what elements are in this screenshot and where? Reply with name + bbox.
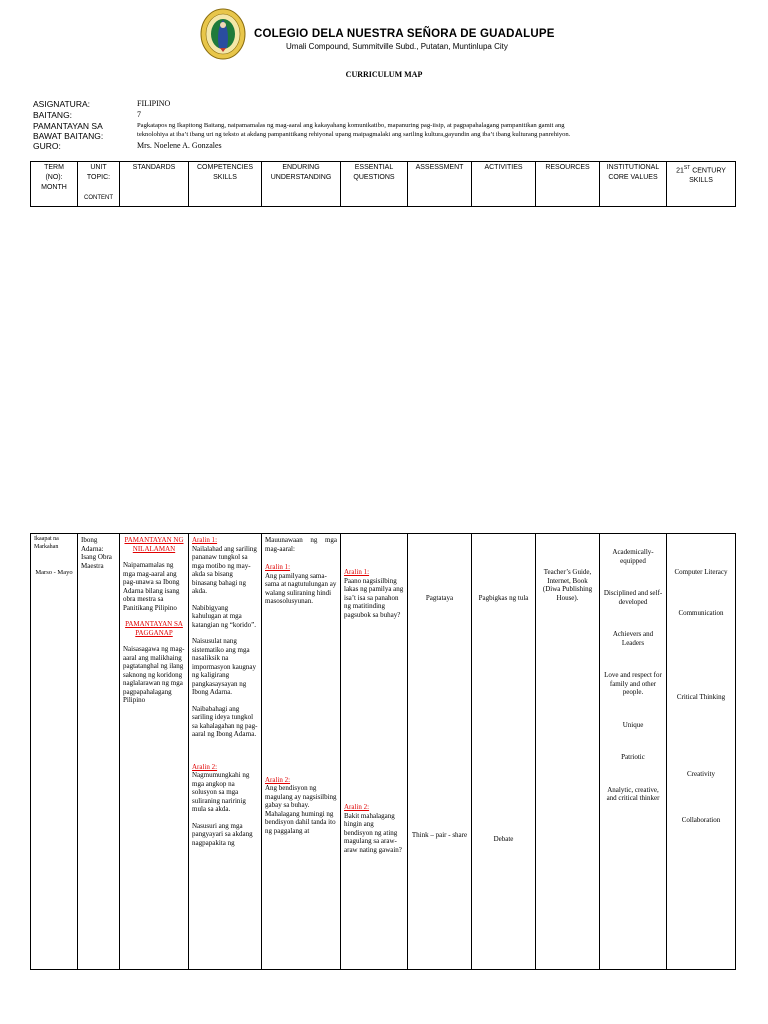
column-header-competencies — [189, 162, 262, 207]
essential-question-1: Paano nagsisilbing lakas ng pamilya ang isa’t isa sa panahon ng matitinding pagsubok sa buhay? — [344, 576, 404, 619]
grade-label: BAITANG: — [33, 110, 73, 120]
competencies-aralin2-label: Aralin 2: — [192, 762, 218, 771]
core-value-6: Patriotic — [621, 753, 645, 761]
column-header-institutional — [600, 162, 667, 207]
column-header-unit — [78, 162, 120, 207]
column-header-resources: RESOURCES — [536, 162, 600, 207]
standard-label-line2: BAWAT BAITANG: — [33, 131, 104, 141]
core-value-2: Disciplined and self-developed — [603, 589, 663, 606]
teacher-value: Mrs. Noelene A. Gonzales — [137, 141, 222, 150]
teacher-label: GURO: — [33, 141, 61, 151]
column-header-enduring-line1: ENDURING — [282, 164, 320, 171]
competency-1a: Nailalahad ang sariling pananaw tungkol sa mga motibo ng may-akda sa bisang binasang bahagi ng akda. — [192, 544, 257, 595]
column-header-unit-line3: CONTENT — [84, 195, 113, 201]
term-months: Marso - Mayo — [35, 569, 73, 576]
column-header-21st-century-line2: SKILLS — [689, 177, 713, 185]
century-superscript: ST — [683, 165, 691, 171]
column-header-essential-line2: QUESTIONS — [353, 174, 395, 181]
resources-text: Teacher’s Guide, Internet, Book (Diwa Publishing House). — [542, 568, 593, 602]
enduring-2a: Ang bendisyon ng magulang ay nagsisilbing gabay sa buhay. — [265, 784, 337, 809]
core-value-4: Love and respect for family and other people. — [604, 671, 662, 696]
performance-standard-heading: PAMANTAYAN SA PAGGANAP — [125, 620, 183, 637]
activity-1: Pagbigkas ng tula — [478, 594, 529, 602]
column-header-table — [30, 161, 736, 207]
column-header-unit-line1: UNIT — [90, 164, 107, 171]
competency-1b: Nabibigyang kahulugan at mga katangian ng “korido”. — [192, 603, 256, 629]
column-header-institutional-line1: INSTITUTIONAL — [606, 164, 660, 171]
column-header-term-line2: (NO): — [45, 174, 63, 181]
column-header-enduring — [262, 162, 341, 207]
skill-4: Creativity — [687, 769, 715, 778]
competencies-cell — [189, 534, 262, 970]
essential-questions-cell — [341, 534, 408, 970]
column-header-unit-line2: TOPIC: — [86, 174, 111, 181]
grade-value: 7 — [137, 110, 141, 119]
unit-topic: Ibong Adarna: Isang Obra Maestra — [81, 536, 112, 570]
enduring-aralin1-label: Aralin 1: — [265, 563, 291, 571]
content-standard-heading: PAMANTAYAN NG NILALAMAN — [124, 536, 184, 553]
subject-value: FILIPINO — [137, 99, 171, 108]
eq-aralin2-label: Aralin 2: — [344, 803, 370, 811]
activity-2: Debate — [493, 834, 514, 843]
competency-1c: Naisusulat nang sistematiko ang mga nasaliksik na impormasyon kaugnay ng kaligirang pangkasaysayan ng Ibong Adarna. — [192, 637, 256, 696]
century-skills-cell — [667, 534, 736, 970]
core-value-3: Achievers and Leaders — [612, 630, 654, 647]
skill-5: Collaboration — [681, 816, 721, 824]
resources-cell — [536, 534, 600, 970]
skill-2: Communication — [678, 608, 724, 617]
unit-cell — [78, 534, 120, 970]
enduring-1: Ang pamilyang sama-sama at nagtutulungan ay walang suliraning hindi masosolusyunan. — [265, 571, 337, 605]
core-value-7: Analytic, creative, and critical thinker — [606, 785, 660, 802]
performance-standard-text: Naisasagawa ng mag-aaral ang malikhaing pagtatanghal ng ilang saknong ng koridong naglalarawan ng mga pagpapahalagang Pilipino — [123, 645, 185, 704]
century-word: CENTURY — [690, 167, 726, 175]
competency-1d: Naibabahagi ang sariling ideya tungkol sa kahalagahan ng pag-aaral ng Ibong Adarna. — [192, 704, 258, 738]
column-header-standards: STANDARDS — [120, 162, 189, 207]
document-title: CURRICULUM MAP — [345, 70, 423, 79]
curriculum-row-table — [30, 533, 736, 970]
column-header-essential — [341, 162, 408, 207]
term-cell — [31, 534, 78, 970]
school-address: Umali Compound, Summitville Subd., Putatan, Muntinlupa City — [286, 42, 508, 51]
column-header-activities: ACTIVITIES — [472, 162, 536, 207]
assessment-1: Pagtataya — [425, 594, 454, 602]
column-header-assessment: ASSESSMENT — [408, 162, 472, 207]
school-seal-logo — [200, 8, 246, 60]
eq-aralin1-label: Aralin 1: — [344, 568, 370, 576]
standard-value-line1: Pagkatapos ng Ikapitong Baitang, naipamamalas ng mag-aaral ang kakayahang komunikatibo, mapanuring pag-iisip, at pagpapahalagang pampanitikan gamit ang — [137, 122, 565, 129]
content-standard-text: Naipamamalas ng mga mag-aaral ang pag-unawa sa Ibong Adarna bilang isang obra mestra sa Panitikang Pilipino — [123, 561, 180, 612]
core-value-5: Unique — [622, 720, 644, 729]
column-header-institutional-line2: CORE VALUES — [608, 174, 658, 181]
standard-label-line1: PAMANTAYAN SA — [33, 121, 103, 131]
competencies-aralin1-label: Aralin 1: — [192, 536, 218, 544]
assessment-2: Think – pair - share — [411, 830, 468, 839]
column-header-term — [31, 162, 78, 207]
school-name: COLEGIO DELA NUESTRA SEÑORA DE GUADALUPE — [254, 28, 555, 40]
column-header-competencies-line1: COMPETENCIES — [196, 164, 253, 171]
standards-cell — [120, 534, 189, 970]
competency-2a: Nagmumungkahi ng mga angkop na solusyon sa mga suliraning naririnig mula sa akda. — [192, 771, 250, 813]
skill-3: Critical Thinking — [676, 693, 726, 701]
subject-label: ASIGNATURA: — [33, 99, 90, 109]
column-header-essential-line1: ESSENTIAL — [354, 164, 394, 171]
enduring-aralin2-label: Aralin 2: — [265, 775, 291, 784]
column-header-competencies-line2: SKILLS — [213, 174, 237, 181]
term-quarter: Ikaapat na Markahan — [34, 536, 59, 550]
core-value-1: Academically-equipped — [612, 548, 654, 565]
column-header-term-line1: TERM — [44, 164, 64, 171]
century-number: 21 — [676, 167, 684, 175]
competency-2b: Nasusuri ang mga pangyayari sa akdang nagpapakita ng — [192, 821, 253, 847]
column-header-term-line3: MONTH — [41, 184, 67, 191]
column-header-21st-century — [667, 162, 736, 207]
enduring-2b: Mahalagang humingi ng bendisyon dahil tanda ito ng paggalang at — [265, 809, 336, 835]
column-header-enduring-line2: UNDERSTANDING — [270, 174, 332, 181]
essential-question-2: Bakit mahalagang hingin ang bendisyon ng ating magulang sa araw-araw nating gawain? — [344, 811, 402, 854]
core-values-cell — [600, 534, 667, 970]
enduring-cell — [262, 534, 341, 970]
enduring-intro: Mauunawaan ng mga mag-aaral: — [265, 536, 337, 553]
column-header-21st-century-line1 — [669, 163, 733, 176]
skill-1: Computer Literacy — [674, 568, 728, 576]
assessment-cell — [408, 534, 472, 970]
activities-cell — [472, 534, 536, 970]
standard-value-line2: teknolohiya at iba’t ibang uri ng teksto at akdang pampanitikang rehiyonal upang maipagmalaki ang sariling kultura,gayundin ang iba’t ibang kulturang panrehiyon. — [137, 131, 571, 138]
